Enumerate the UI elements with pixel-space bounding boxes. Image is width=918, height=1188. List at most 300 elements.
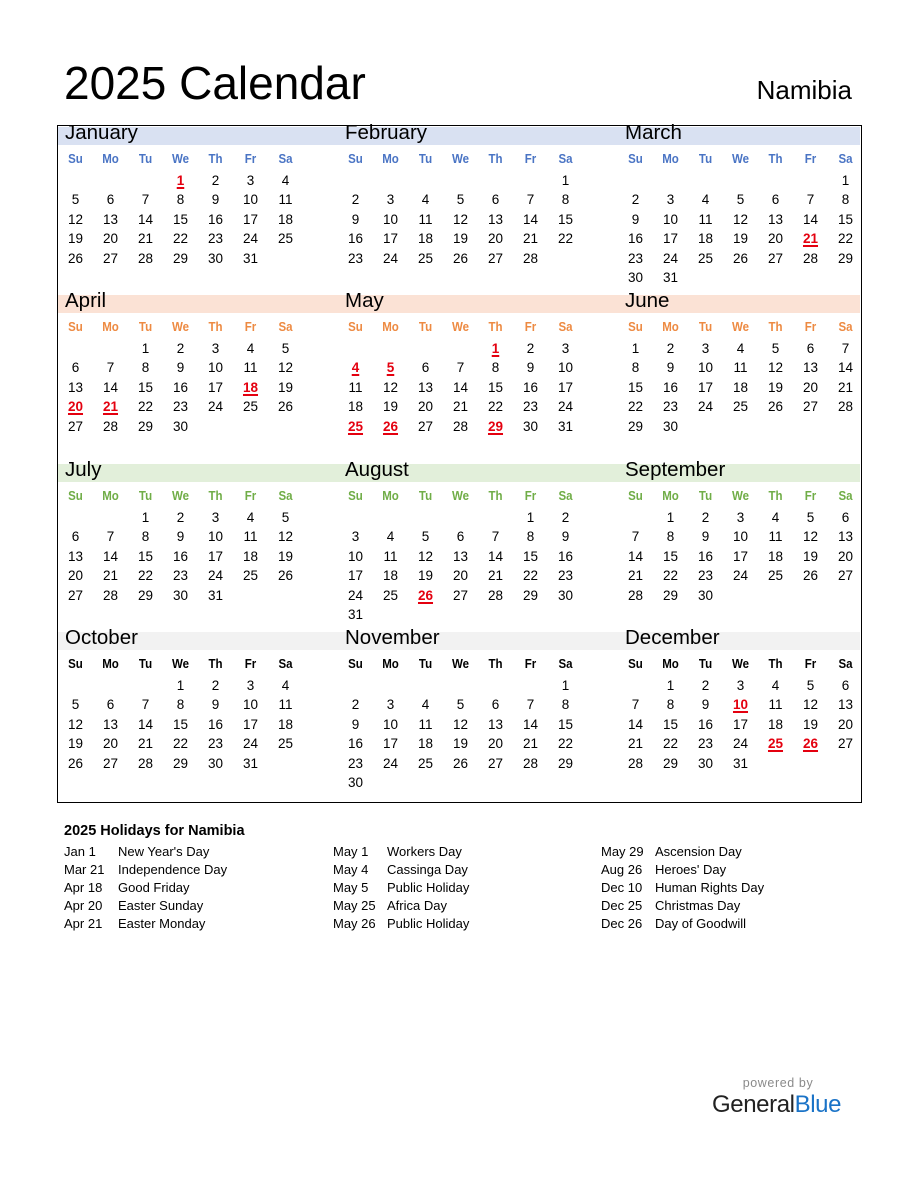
holiday-date: May 1 [333,844,369,859]
day-cell: 29 [662,755,679,771]
weekday-label: We [171,489,190,503]
day-cell: 26 [67,250,84,266]
empty-day [513,676,548,695]
weekday-label: Th [488,320,503,334]
empty-day [478,171,513,190]
holiday-entry [333,897,469,915]
empty-day [373,676,408,695]
day-cell: 22 [522,568,539,584]
weekday-label: Tu [138,320,153,334]
day-cell: 24 [382,250,399,266]
day-cell: 12 [767,360,784,376]
day-cell: 17 [557,379,574,395]
day-cell: 9 [666,360,675,376]
weekday-label: Mo [382,320,399,334]
brand-general: General [712,1091,795,1118]
day-cell: 28 [102,587,119,603]
day-cell: 18 [277,211,294,227]
weekday-label: Sa [838,657,853,671]
day-cell: 18 [277,716,294,732]
day-cell: 29 [662,587,679,603]
day-cell: 6 [841,678,850,693]
day-cell: 5 [281,341,290,356]
day-cell: 8 [561,192,570,208]
empty-day [408,171,443,190]
day-cell: 27 [837,568,854,584]
day-cell: 4 [771,678,780,693]
day-cell: 30 [662,418,679,434]
weekday-label: Mo [382,657,399,671]
day-cell: 23 [207,231,224,247]
day-cell: 12 [382,379,399,395]
day-cell: 13 [802,360,819,376]
weekday-label: We [731,657,750,671]
day-cell: 5 [806,510,815,525]
quarter-band [58,464,860,482]
day-cell: 7 [456,360,465,376]
empty-day [618,676,653,695]
day-cell: 29 [627,418,644,434]
day-cell: 22 [172,736,189,752]
day-cell: 14 [487,548,504,564]
holidays-title: 2025 Holidays for Namibia [64,823,245,839]
empty-day [128,676,163,695]
day-cell: 22 [662,568,679,584]
weekday-header [338,656,583,672]
weekday-label: Tu [698,657,713,671]
day-cell: 24 [732,736,749,752]
day-cell: 28 [487,587,504,603]
holiday-entry [64,879,227,897]
day-cell: 19 [802,716,819,732]
day-cell: 28 [452,418,469,434]
day-cell: 10 [382,716,399,732]
day-cell: 12 [417,548,434,564]
weekday-label: Tu [138,152,153,166]
day-cell: 7 [806,192,815,208]
month-name: April [65,289,107,312]
day-cell: 4 [281,678,290,693]
weekday-label: Th [208,152,223,166]
holidays-column [601,843,764,933]
day-cell: 6 [491,192,500,208]
holiday-day: 20 [67,399,84,415]
day-cell: 9 [176,529,185,545]
day-cell: 3 [701,341,710,356]
empty-day [478,508,513,527]
day-cell: 4 [736,341,745,356]
holiday-name: Public Holiday [387,880,470,895]
day-cell: 14 [452,379,469,395]
day-cell: 17 [242,211,259,227]
day-cell: 2 [561,510,570,525]
day-cell: 26 [732,250,749,266]
day-grid [618,508,863,605]
day-cell: 6 [106,192,115,208]
holiday-date: Apr 18 [64,880,103,895]
day-cell: 21 [627,568,644,584]
holiday-entry [601,879,764,897]
weekday-label: Sa [558,489,573,503]
weekday-label: Su [348,657,363,671]
day-cell: 10 [242,192,259,208]
weekday-label: Tu [418,489,433,503]
day-cell: 17 [382,736,399,752]
day-cell: 14 [102,379,119,395]
day-cell: 18 [347,399,364,415]
day-cell: 25 [417,755,434,771]
day-cell: 19 [767,379,784,395]
day-cell: 16 [662,379,679,395]
day-cell: 19 [277,379,294,395]
day-cell: 21 [487,568,504,584]
day-cell: 28 [102,418,119,434]
day-cell: 16 [522,379,539,395]
day-cell: 6 [421,360,430,376]
day-cell: 5 [281,510,290,525]
day-cell: 9 [526,360,535,376]
day-cell: 24 [242,231,259,247]
day-cell: 16 [627,231,644,247]
day-cell: 30 [697,755,714,771]
day-cell: 15 [627,379,644,395]
weekday-label: Fr [244,320,257,334]
holiday-name: Day of Goodwill [655,916,747,931]
day-cell: 17 [662,231,679,247]
holiday-day: 29 [487,418,504,434]
weekday-label: Th [768,152,783,166]
day-cell: 14 [522,716,539,732]
day-cell: 24 [207,568,224,584]
day-cell: 20 [802,379,819,395]
day-cell: 26 [452,755,469,771]
day-cell: 13 [487,211,504,227]
day-cell: 10 [662,211,679,227]
weekday-header [618,319,863,335]
weekday-label: Th [488,489,503,503]
empty-day [338,171,373,190]
day-cell: 12 [277,360,294,376]
day-cell: 24 [242,736,259,752]
holiday-name: Ascension Day [655,844,742,859]
day-cell: 27 [452,587,469,603]
day-cell: 7 [631,697,640,713]
weekday-label: Th [768,657,783,671]
weekday-label: Tu [698,320,713,334]
weekday-header [618,488,863,504]
day-cell: 6 [806,341,815,356]
day-cell: 15 [662,716,679,732]
day-cell: 4 [246,510,255,525]
day-cell: 3 [246,678,255,693]
holiday-date: Aug 26 [601,862,643,877]
day-cell: 21 [137,736,154,752]
day-cell: 27 [837,736,854,752]
day-cell: 30 [207,755,224,771]
holiday-entry [601,915,764,933]
day-cell: 13 [452,548,469,564]
day-cell: 18 [767,548,784,564]
day-cell: 23 [172,399,189,415]
empty-day [443,339,478,358]
holiday-day: 26 [802,736,819,752]
day-cell: 14 [137,211,154,227]
weekday-label: Su [68,657,83,671]
weekday-label: Mo [382,489,399,503]
month-name: January [65,121,138,144]
day-cell: 31 [662,269,679,285]
day-cell: 14 [627,548,644,564]
weekday-label: Sa [278,320,293,334]
day-cell: 2 [701,510,710,525]
weekday-label: Sa [558,657,573,671]
calendar-grid [57,121,862,803]
day-cell: 4 [701,192,710,208]
weekday-label: Fr [244,152,257,166]
day-cell: 27 [802,399,819,415]
day-cell: 21 [837,379,854,395]
weekday-label: Sa [838,320,853,334]
day-cell: 9 [211,697,220,713]
weekday-label: Fr [524,657,537,671]
day-cell: 16 [697,548,714,564]
day-cell: 7 [841,341,850,356]
day-cell: 8 [176,192,185,208]
day-cell: 12 [732,211,749,227]
day-cell: 17 [207,379,224,395]
day-cell: 31 [732,755,749,771]
month-name: June [625,289,670,312]
day-cell: 28 [627,587,644,603]
holiday-entry [64,915,227,933]
month-name: July [65,458,102,481]
quarter-band [58,295,860,313]
weekday-label: Th [488,152,503,166]
day-cell: 11 [243,529,258,545]
weekday-label: Fr [804,489,817,503]
weekday-label: Mo [102,657,119,671]
holiday-date: May 4 [333,862,369,877]
holidays-column [64,843,227,933]
holiday-entry [333,915,469,933]
empty-day [478,676,513,695]
day-cell: 24 [557,399,574,415]
holiday-name: Good Friday [118,880,190,895]
day-cell: 9 [701,697,710,713]
weekday-label: Tu [418,152,433,166]
day-cell: 13 [67,379,84,395]
month-name: March [625,121,682,144]
day-cell: 17 [207,548,224,564]
holiday-day: 10 [732,697,749,713]
day-cell: 28 [137,250,154,266]
day-cell: 5 [771,341,780,356]
day-cell: 3 [211,341,220,356]
day-cell: 26 [802,568,819,584]
weekday-label: Fr [244,489,257,503]
holiday-entry [601,897,764,915]
day-cell: 4 [421,697,430,713]
day-cell: 2 [351,192,360,208]
month-name: August [345,458,409,481]
day-cell: 24 [382,755,399,771]
empty-day [58,339,93,358]
holiday-date: May 29 [601,844,644,859]
weekday-label: Tu [418,657,433,671]
empty-day [408,676,443,695]
day-cell: 9 [176,360,185,376]
day-cell: 28 [137,755,154,771]
empty-day [758,171,793,190]
quarter-band [58,632,860,650]
day-cell: 14 [522,211,539,227]
weekday-label: Th [208,489,223,503]
day-cell: 23 [697,568,714,584]
day-cell: 23 [522,399,539,415]
day-cell: 14 [627,716,644,732]
month-name: November [345,626,440,649]
day-cell: 24 [347,587,364,603]
day-cell: 8 [841,192,850,208]
day-cell: 11 [278,697,293,713]
holiday-entry [333,879,469,897]
day-cell: 12 [277,529,294,545]
day-cell: 30 [207,250,224,266]
empty-day [443,508,478,527]
day-cell: 1 [666,678,675,693]
day-cell: 27 [767,250,784,266]
day-cell: 5 [71,697,80,713]
quarter-band [58,127,860,145]
day-cell: 20 [837,716,854,732]
day-cell: 11 [418,716,433,732]
weekday-label: Sa [558,320,573,334]
day-cell: 25 [732,399,749,415]
weekday-label: Su [628,320,643,334]
holiday-day: 25 [767,736,784,752]
day-cell: 31 [347,606,364,622]
day-grid [618,676,863,773]
day-cell: 19 [802,548,819,564]
weekday-label: Tu [698,489,713,503]
holidays-column [333,843,469,933]
day-grid [618,339,863,436]
day-cell: 24 [207,399,224,415]
day-cell: 19 [732,231,749,247]
day-cell: 21 [452,399,469,415]
holiday-day: 25 [347,418,364,434]
weekday-label: Mo [102,489,119,503]
day-cell: 29 [557,755,574,771]
day-cell: 13 [487,716,504,732]
day-cell: 13 [102,716,119,732]
day-cell: 8 [176,697,185,713]
day-cell: 8 [141,529,150,545]
holiday-day: 21 [102,399,119,415]
day-cell: 5 [421,529,430,545]
weekday-label: Th [208,657,223,671]
weekday-label: We [451,489,470,503]
weekday-header [618,656,863,672]
day-cell: 18 [767,716,784,732]
day-cell: 7 [141,192,150,208]
day-cell: 11 [768,697,783,713]
empty-day [793,171,828,190]
day-grid [338,508,583,624]
empty-day [93,339,128,358]
day-cell: 26 [67,755,84,771]
day-cell: 23 [207,736,224,752]
weekday-label: We [171,152,190,166]
holiday-name: New Year's Day [118,844,210,859]
day-cell: 2 [666,341,675,356]
day-cell: 23 [557,568,574,584]
empty-day [443,171,478,190]
weekday-label: Su [628,152,643,166]
day-cell: 2 [351,697,360,713]
day-cell: 21 [627,736,644,752]
day-cell: 7 [141,697,150,713]
holiday-entry [601,843,764,861]
empty-day [373,171,408,190]
weekday-label: Th [768,320,783,334]
day-cell: 18 [382,568,399,584]
day-cell: 31 [557,418,574,434]
weekday-label: Sa [278,489,293,503]
day-cell: 6 [106,697,115,713]
weekday-label: Th [768,489,783,503]
day-cell: 13 [767,211,784,227]
day-cell: 2 [176,341,185,356]
day-cell: 31 [242,250,259,266]
empty-day [93,508,128,527]
day-cell: 30 [627,269,644,285]
weekday-header [338,151,583,167]
day-cell: 15 [557,716,574,732]
weekday-label: We [731,489,750,503]
holiday-day: 18 [242,379,259,395]
day-cell: 1 [666,510,675,525]
day-cell: 26 [767,399,784,415]
day-cell: 10 [382,211,399,227]
weekday-label: Th [488,657,503,671]
weekday-label: Mo [662,657,679,671]
day-cell: 20 [767,231,784,247]
day-cell: 9 [561,529,570,545]
day-cell: 28 [522,250,539,266]
day-cell: 15 [487,379,504,395]
weekday-label: Fr [244,657,257,671]
day-cell: 11 [278,192,293,208]
day-cell: 4 [246,341,255,356]
holiday-day: 26 [417,587,434,603]
day-cell: 20 [837,548,854,564]
day-cell: 7 [106,360,115,376]
day-cell: 21 [137,231,154,247]
day-cell: 13 [102,211,119,227]
holiday-day: 21 [802,231,819,247]
empty-day [618,508,653,527]
day-cell: 27 [102,755,119,771]
holiday-date: May 5 [333,880,369,895]
weekday-label: Tu [138,489,153,503]
empty-day [373,339,408,358]
holiday-entry [601,861,764,879]
weekday-label: Tu [418,320,433,334]
day-cell: 11 [733,360,748,376]
day-cell: 19 [452,231,469,247]
day-cell: 20 [67,568,84,584]
